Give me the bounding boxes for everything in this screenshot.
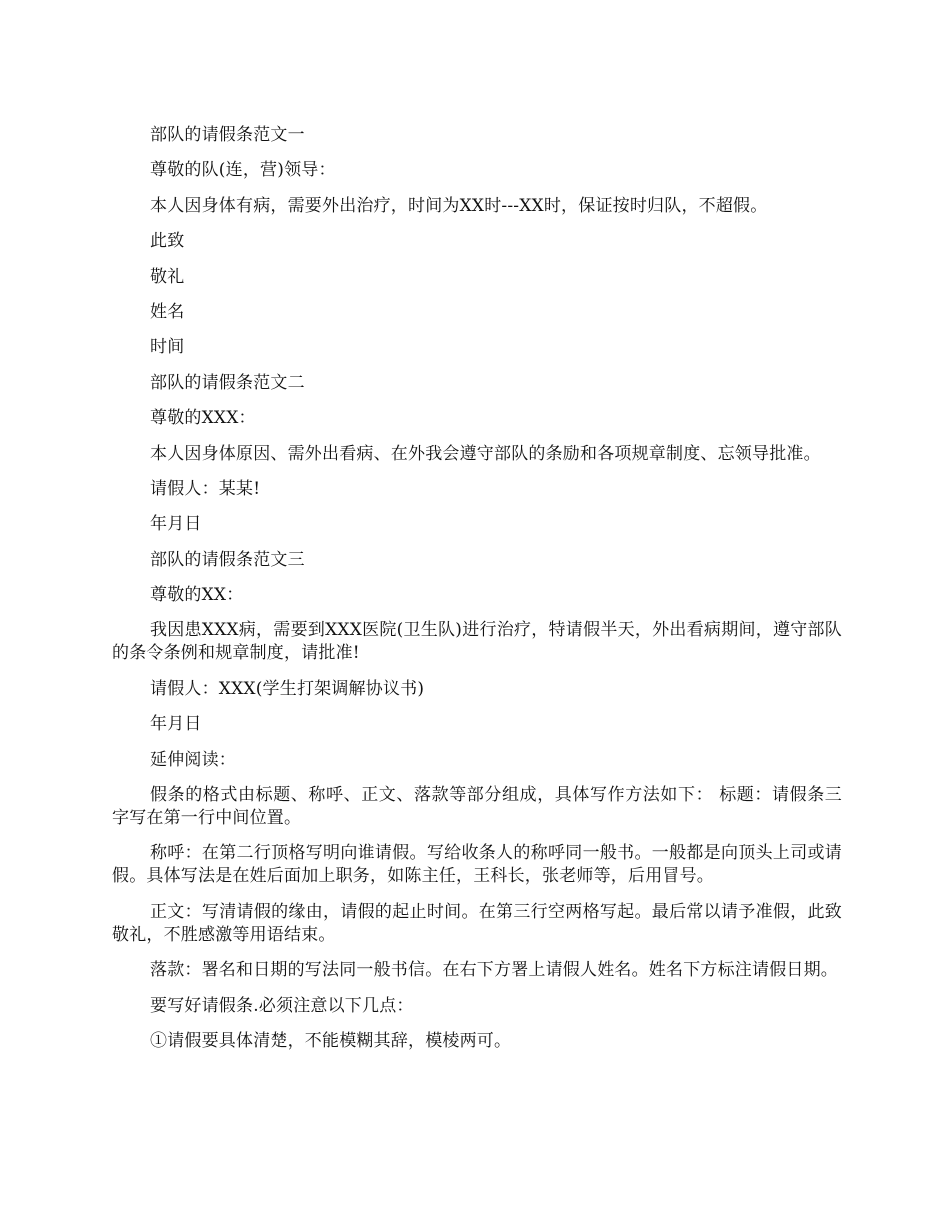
format-signature-paragraph: 落款：署名和日期的写法同一般书信。在右下方署上请假人姓名。姓名下方标注请假日期。 (150, 960, 838, 981)
closing-jingli: 敬礼 (150, 266, 185, 287)
date-2: 年月日 (150, 514, 202, 535)
format-title-paragraph: 假条的格式由标题、称呼、正文、落款等部分组成，具体写作方法如下： 标题：请假条三字写在第一行中间位置。 (112, 785, 842, 829)
heading-sample-1: 部队的请假条范文一 (150, 125, 305, 145)
extended-reading-heading: 延伸阅读： (150, 749, 236, 770)
date-3: 年月日 (150, 714, 202, 735)
note-item-1: ①请假要具体清楚，不能模糊其辞，模棱两可。 (150, 1030, 512, 1051)
signature-time: 时间 (150, 337, 185, 358)
document-body (112, 124, 842, 1065)
body-text-3: 我因患XXX病，需要到XXX医院(卫生队)进行治疗，特请假半天，外出看病期间，遵守部队的条令条例和规章制度，请批准! (112, 620, 842, 664)
heading-sample-3: 部队的请假条范文三 (150, 549, 305, 570)
body-text-1: 本人因身体有病，需要外出治疗，时间为XX时---XX时，保证按时归队，不超假。 (150, 195, 768, 216)
heading-sample-2: 部队的请假条范文二 (150, 372, 305, 393)
closing-cizhi: 此致 (150, 231, 185, 252)
signature-name: 姓名 (150, 301, 185, 322)
format-salutation-paragraph: 称呼：在第二行顶格写明向谁请假。写给收条人的称呼同一般书。一般都是向顶头上司或请假。具体写法是在姓后面加上职务，如陈主任，王科长，张老师等，后用冒号。 (112, 843, 842, 887)
salutation-1: 尊敬的队(连，营)领导： (150, 160, 336, 181)
body-text-2: 本人因身体原因、需外出看病、在外我会遵守部队的条励和各项规章制度、忘领导批准。 (150, 443, 821, 464)
applicant-2: 请假人：某某! (150, 478, 261, 499)
salutation-3: 尊敬的XX： (150, 585, 244, 606)
notes-heading: 要写好请假条.必须注意以下几点： (150, 995, 414, 1016)
applicant-3: 请假人：XXX(学生打架调解协议书) (150, 678, 425, 699)
format-body-paragraph: 正文：写清请假的缘由，请假的起止时间。在第三行空两格写起。最后常以请予准假，此致敬礼，不胜感激等用语结束。 (112, 901, 842, 945)
salutation-2: 尊敬的XXX： (150, 408, 256, 429)
